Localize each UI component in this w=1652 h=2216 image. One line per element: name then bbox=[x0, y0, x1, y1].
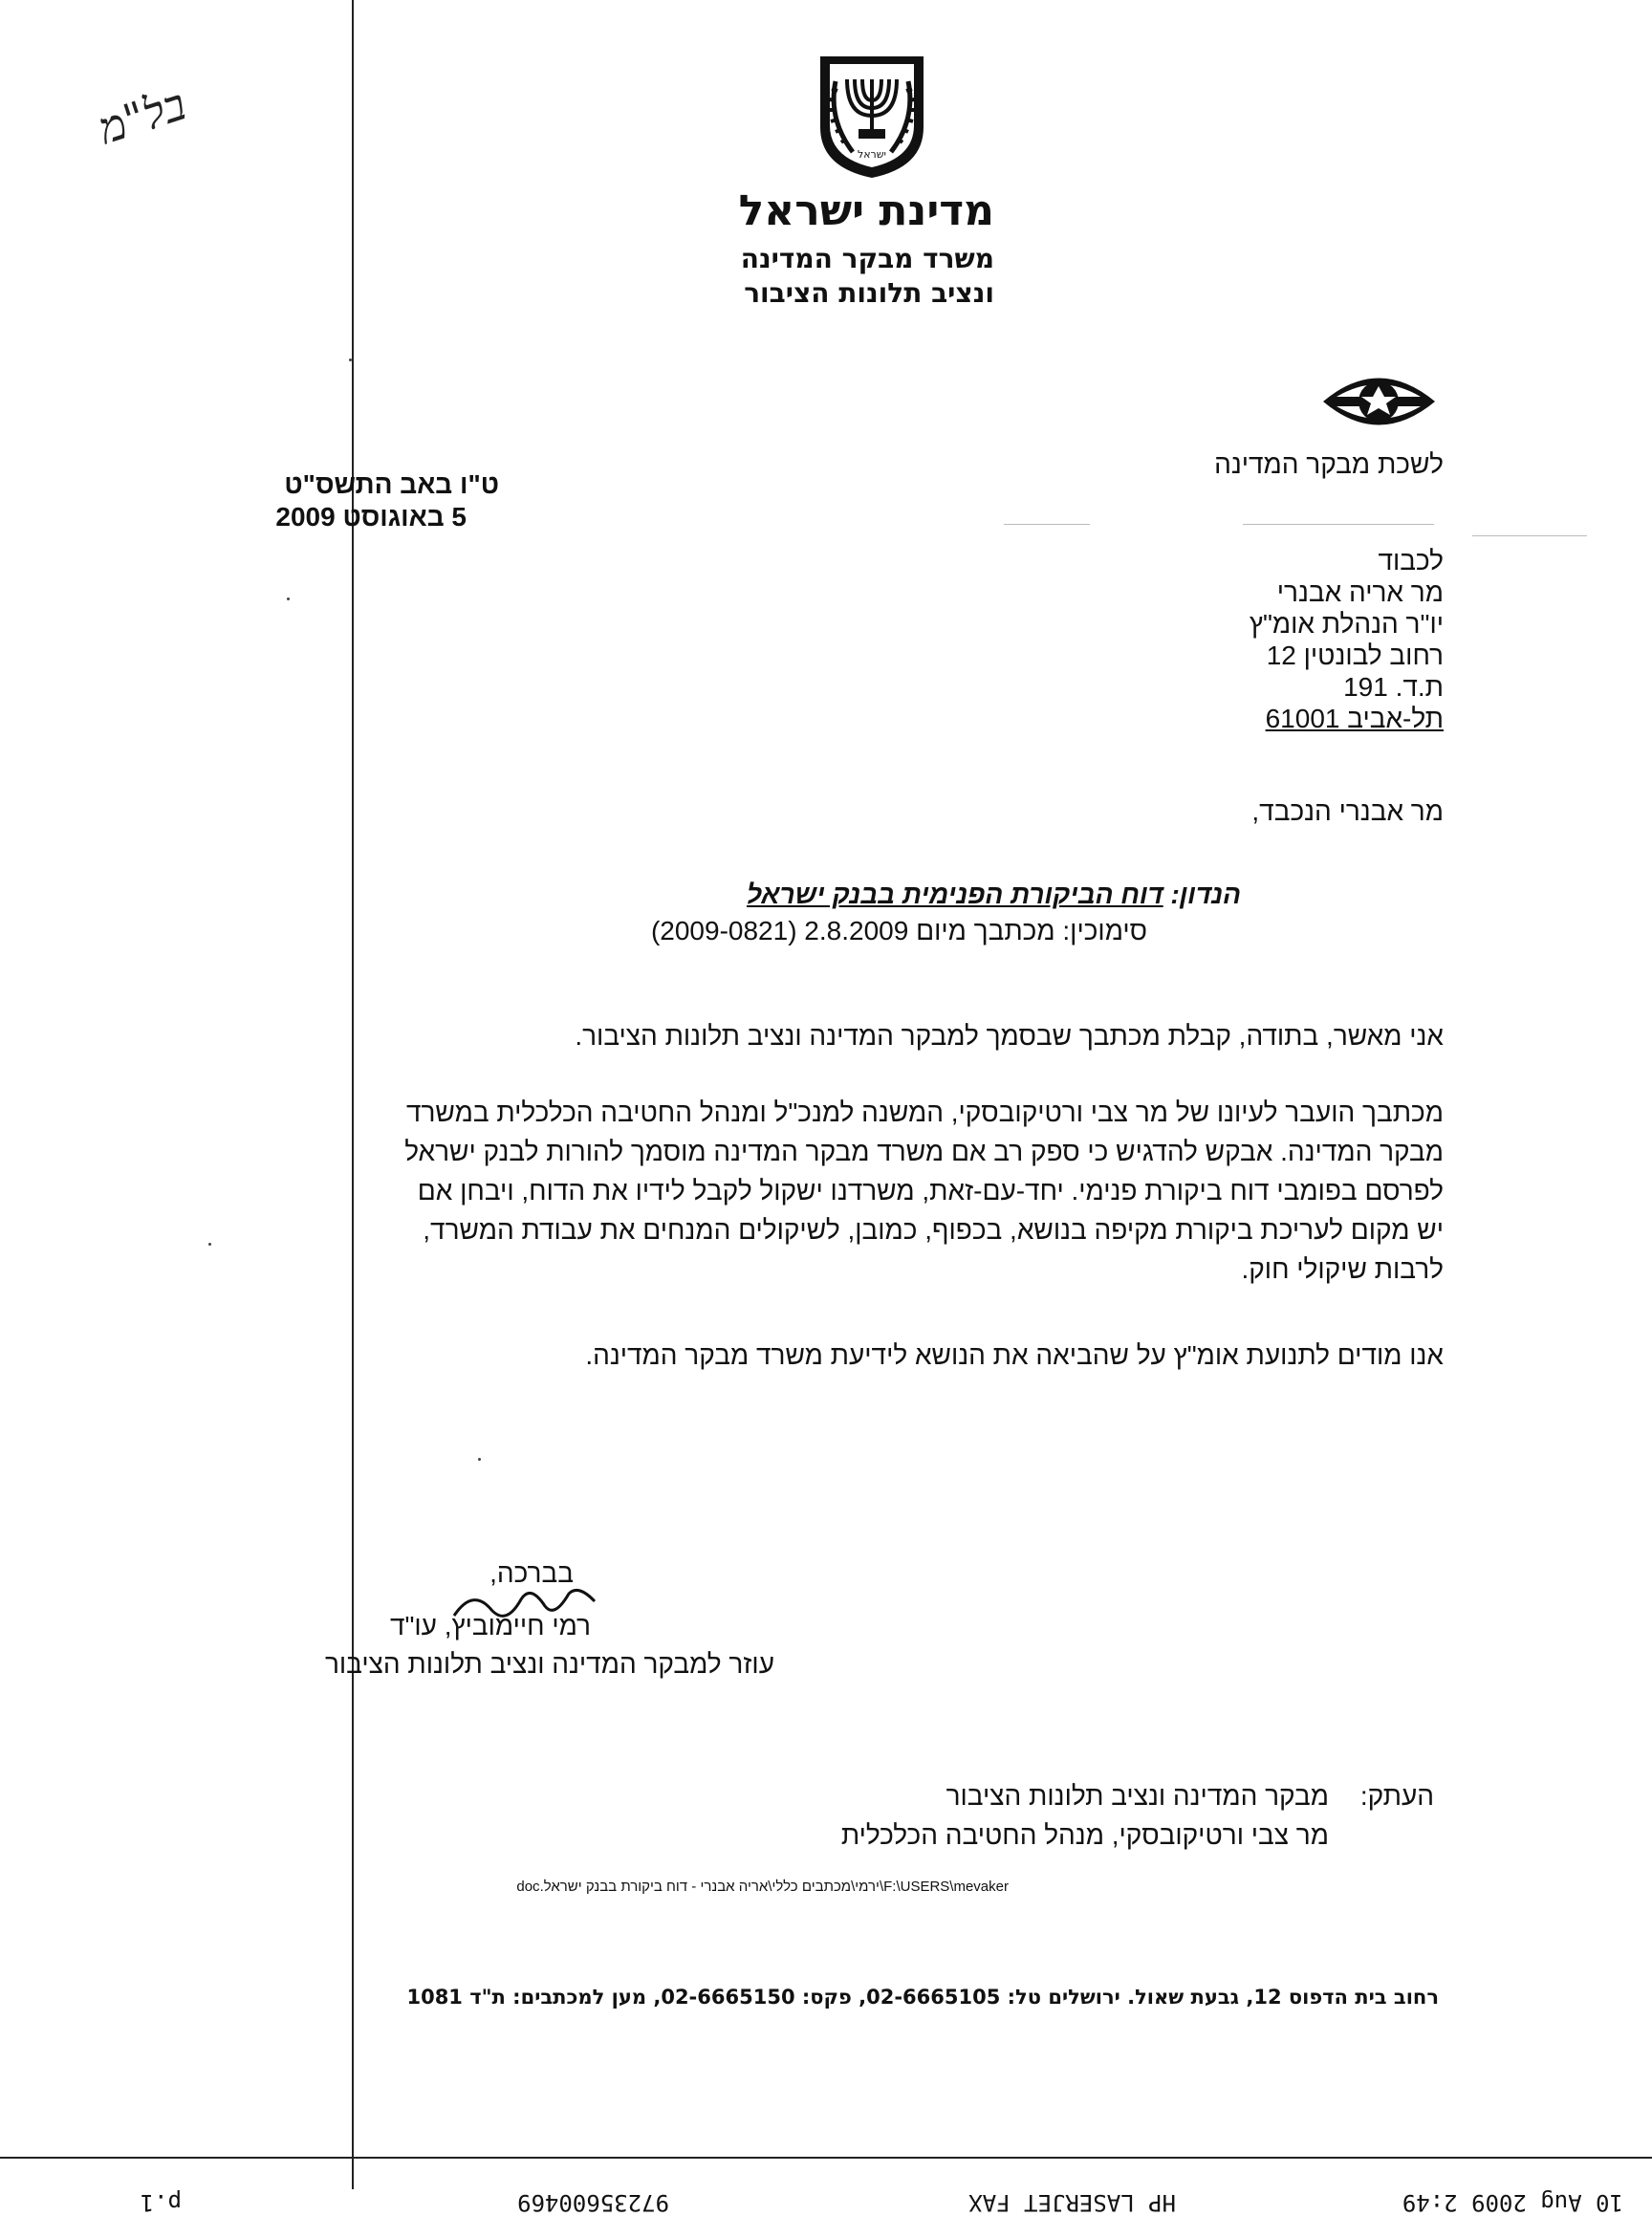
subject-line bbox=[574, 880, 1241, 910]
office-label: לשכת מבקר המדינה bbox=[1214, 449, 1444, 479]
body-paragraph-2-line-2: מבקר המדינה. אבקש להדגיש כי ספק רב אם משרד מבקר המדינה מוסמך להורות לבנק ישראל bbox=[404, 1137, 1444, 1166]
handwritten-note: בל"מ bbox=[92, 77, 192, 155]
body-paragraph-2-line-5: לרבות שיקולי חוק. bbox=[1241, 1254, 1444, 1284]
body-paragraph-2-line-4: יש מקום לעריכת ביקורת מקיפה בנושא, בכפוף, כמובן, לשיקולים המנחים את עבודת המשרד, bbox=[423, 1215, 1444, 1245]
salutation: מר אבנרי הנכבד, bbox=[1251, 796, 1444, 826]
closing-greeting: בברכה, bbox=[489, 1558, 574, 1588]
signer-name: רמי חיימוביץ, עו"ד bbox=[389, 1611, 591, 1640]
recipient-line-4: רחוב לבונטין 12 bbox=[1266, 641, 1444, 670]
scan-dash bbox=[1472, 535, 1587, 536]
subject-label: הנדון: bbox=[1170, 880, 1241, 909]
fax-date: 10 Aug 2009 2:49 bbox=[1402, 2189, 1623, 2216]
subject-text: דוח הביקורת הפנימית בבנק ישראל bbox=[746, 880, 1163, 909]
fax-horizontal-line bbox=[0, 2157, 1652, 2159]
signer-title: עוזר למבקר המדינה ונציב תלונות הציבור bbox=[324, 1649, 774, 1679]
file-path: F:\USERS\mevaker\ירמי\מכתבים כללי\אריה אבנרי - דוח ביקורת בבנק ישראל.doc bbox=[516, 1879, 1009, 1895]
recipient-line-3: יו"ר הנהלת אומ"ץ bbox=[1249, 609, 1444, 639]
header-subtitle-2: ונציב תלונות הציבור bbox=[744, 277, 994, 309]
header-subtitle-1: משרד מבקר המדינה bbox=[740, 243, 994, 274]
scan-dash bbox=[1004, 524, 1090, 525]
recipient-line-2: מר אריה אבנרי bbox=[1276, 577, 1444, 607]
cc-line-1: מבקר המדינה ונציב תלונות הציבור bbox=[946, 1781, 1329, 1811]
cc-line-2: מר צבי ורטיקובסקי, מנהל החטיבה הכלכלית bbox=[840, 1820, 1329, 1850]
cc-label: העתק: bbox=[1359, 1781, 1434, 1811]
body-paragraph-2-line-3: לפרסם בפומבי דוח ביקורת פנימי. יחד-עם-זאת, משרדנו ישקול לקבל לידיו את הדוח, ויבחן אם bbox=[417, 1176, 1444, 1206]
recipient-line-1: לכבוד bbox=[1378, 546, 1444, 576]
scan-speck bbox=[478, 1458, 481, 1461]
scan-dash bbox=[1243, 524, 1434, 525]
date-hebrew: ט"ו באב התשס"ט bbox=[284, 469, 499, 499]
body-paragraph-2-line-1: מכתבך הועבר לעיונו של מר צבי ורטיקובסקי, המשנה למנכ"ל ומנהל החטיבה הכלכלית במשרד bbox=[405, 1097, 1444, 1127]
recipient-line-6: תל-אביב 61001 bbox=[1265, 704, 1444, 733]
date-gregorian: 5 באוגוסט 2009 bbox=[275, 502, 467, 532]
fax-page: p.1 bbox=[140, 2189, 182, 2216]
header-title: מדינת ישראל bbox=[738, 186, 994, 235]
state-emblem-icon: ישראל bbox=[815, 53, 929, 182]
footer-address: רחוב בית הדפוס 12, גבעת שאול. ירושלים טל: 02-6665105, פקס: 02-6665150, מען למכתבים: ת"ד 1081 bbox=[406, 1986, 1439, 2009]
body-paragraph-1: אני מאשר, בתודה, קבלת מכתבך שבסמך למבקר המדינה ונציב תלונות הציבור. bbox=[575, 1021, 1444, 1051]
fax-machine: HP LASERJET FAX bbox=[968, 2189, 1176, 2216]
office-eye-logo-icon bbox=[1319, 368, 1439, 435]
subject-reference: סימוכין: מכתבך מיום 2.8.2009 (2009-0821) bbox=[650, 916, 1147, 945]
body-paragraph-3: אנו מודים לתנועת אומ"ץ על שהביאה את הנושא לידיעת משרד מבקר המדינה. bbox=[585, 1340, 1444, 1370]
fax-number: 97235600469 bbox=[517, 2189, 669, 2216]
recipient-line-5: ת.ד. 191 bbox=[1343, 672, 1444, 702]
scan-speck bbox=[349, 358, 352, 361]
scan-speck bbox=[208, 1243, 211, 1246]
scan-speck bbox=[287, 597, 290, 600]
